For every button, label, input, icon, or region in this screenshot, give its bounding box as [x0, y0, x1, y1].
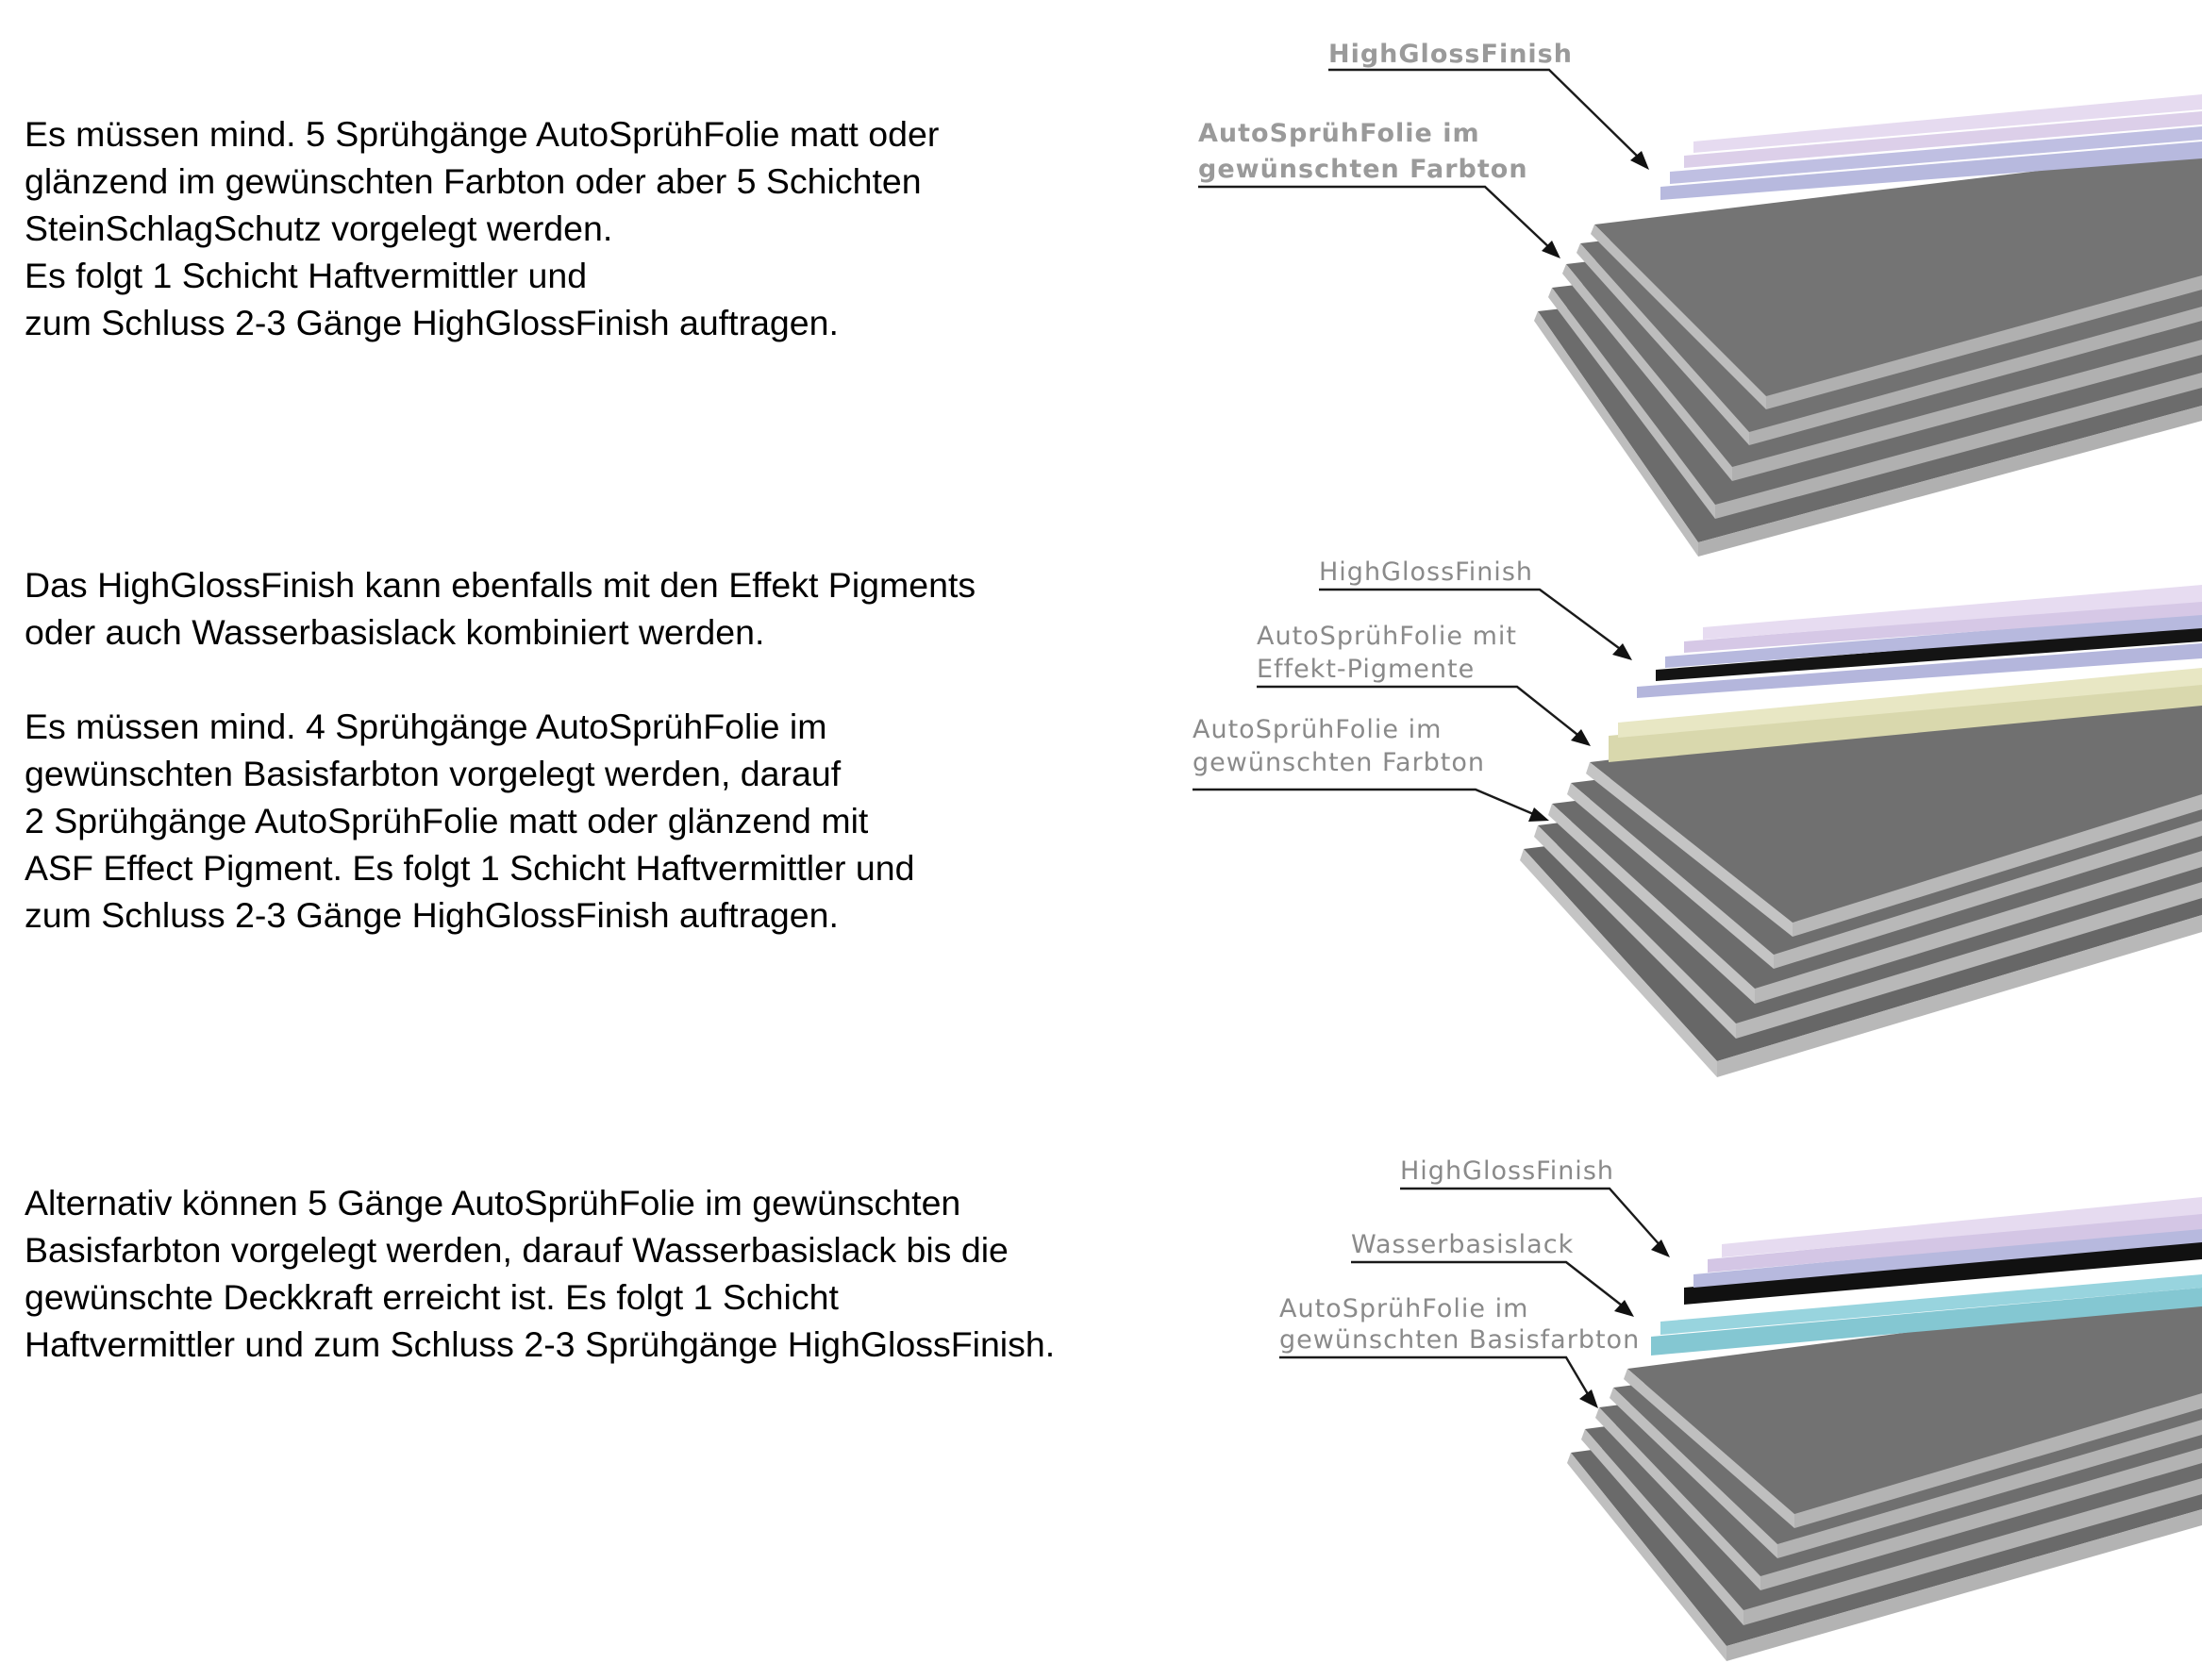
text-line: SteinSchlagSchutz vorgelegt werden. [25, 208, 613, 248]
svg-text:AutoSprühFolie mit [1257, 622, 1517, 651]
label-asf-color [1198, 119, 1560, 258]
svg-text:HighGlossFinish [1400, 1156, 1614, 1186]
label-text: HighGlossFinish [1319, 557, 1533, 587]
label-text: Wasserbasislack [1351, 1230, 1575, 1259]
text-line: Basisfarbton vorgelegt werden, darauf Wasserbasislack bis die [25, 1230, 1009, 1270]
text-line: 2 Sprühgänge AutoSprühFolie matt oder glänzend mit [25, 801, 869, 840]
label-text: AutoSprühFolie im [1279, 1294, 1529, 1323]
svg-text:gewünschten Basisfarbton [1279, 1325, 1640, 1355]
label-text: gewünschten Farbton [1198, 155, 1528, 184]
text-line: zum Schluss 2-3 Gänge HighGlossFinish auftragen. [25, 895, 839, 935]
label-text: AutoSprühFolie im [1198, 119, 1480, 148]
layer-stack-diagram [1170, 547, 2202, 1113]
svg-text:gewünschten Farbton [1198, 155, 1528, 184]
text-line: Es folgt 1 Schicht Haftvermittler und [25, 256, 588, 295]
base-sheets [1534, 151, 2202, 557]
instruction-text [25, 110, 1194, 346]
text-line: gewünschten Basisfarbton vorgelegt werden, darauf [25, 754, 842, 793]
text-line: ASF Effect Pigment. Es folgt 1 Schicht Haftvermittler und [25, 848, 915, 888]
label-asf-color [1193, 715, 1549, 822]
text-line: Das HighGlossFinish kann ebenfalls mit den Effekt Pigments [25, 565, 976, 605]
text-line: glänzend im gewünschten Farbton oder aber 5 Schichten [25, 161, 922, 201]
text-line: Es müssen mind. 5 Sprühgänge AutoSprühFolie matt oder [25, 114, 940, 154]
label-text: gewünschten Farbton [1193, 748, 1486, 777]
svg-text:AutoSprühFolie im [1198, 119, 1480, 148]
label-text: Effekt-Pigmente [1257, 655, 1476, 684]
svg-text:Wasserbasislack [1351, 1230, 1574, 1259]
text-line: Haftvermittler und zum Schluss 2-3 Sprühgänge HighGlossFinish. [25, 1324, 1056, 1364]
label-asf-basis [1279, 1294, 1640, 1408]
section-effect-pigment-build [0, 547, 2202, 1113]
text-line: Alternativ können 5 Gänge AutoSprühFolie im gewünschten [25, 1183, 961, 1223]
text-line: oder auch Wasserbasislack kombiniert werden. [25, 612, 765, 652]
instruction-text [25, 561, 1194, 939]
section-standard-build [0, 0, 2202, 557]
text-line: Es müssen mind. 4 Sprühgänge AutoSprühFolie im [25, 707, 827, 746]
svg-text:Effekt-Pigmente [1257, 655, 1475, 684]
svg-text:AutoSprühFolie im [1193, 715, 1442, 744]
label-text: AutoSprühFolie im [1193, 715, 1443, 744]
instruction-text [25, 1179, 1194, 1368]
layer-stack-diagram [1170, 1146, 2202, 1680]
svg-text:HighGlossFinish [1319, 557, 1533, 587]
label-text: AutoSprühFolie mit [1257, 622, 1517, 651]
svg-text:AutoSprühFolie im [1279, 1294, 1528, 1323]
svg-text:HighGlossFinish [1328, 40, 1573, 69]
label-highgloss [1328, 40, 1649, 170]
text-line: zum Schluss 2-3 Gänge HighGlossFinish auftragen. [25, 303, 839, 342]
svg-text:gewünschten Farbton [1193, 748, 1485, 777]
label-text: gewünschten Basisfarbton [1279, 1325, 1641, 1355]
label-text: HighGlossFinish [1400, 1156, 1614, 1186]
layer-stack-diagram [1170, 0, 2202, 557]
text-line: gewünschte Deckkraft erreicht ist. Es folgt 1 Schicht [25, 1277, 839, 1317]
text-spacer [25, 656, 1194, 703]
label-text: HighGlossFinish [1328, 40, 1573, 69]
section-waterbase-build [0, 1146, 2202, 1680]
